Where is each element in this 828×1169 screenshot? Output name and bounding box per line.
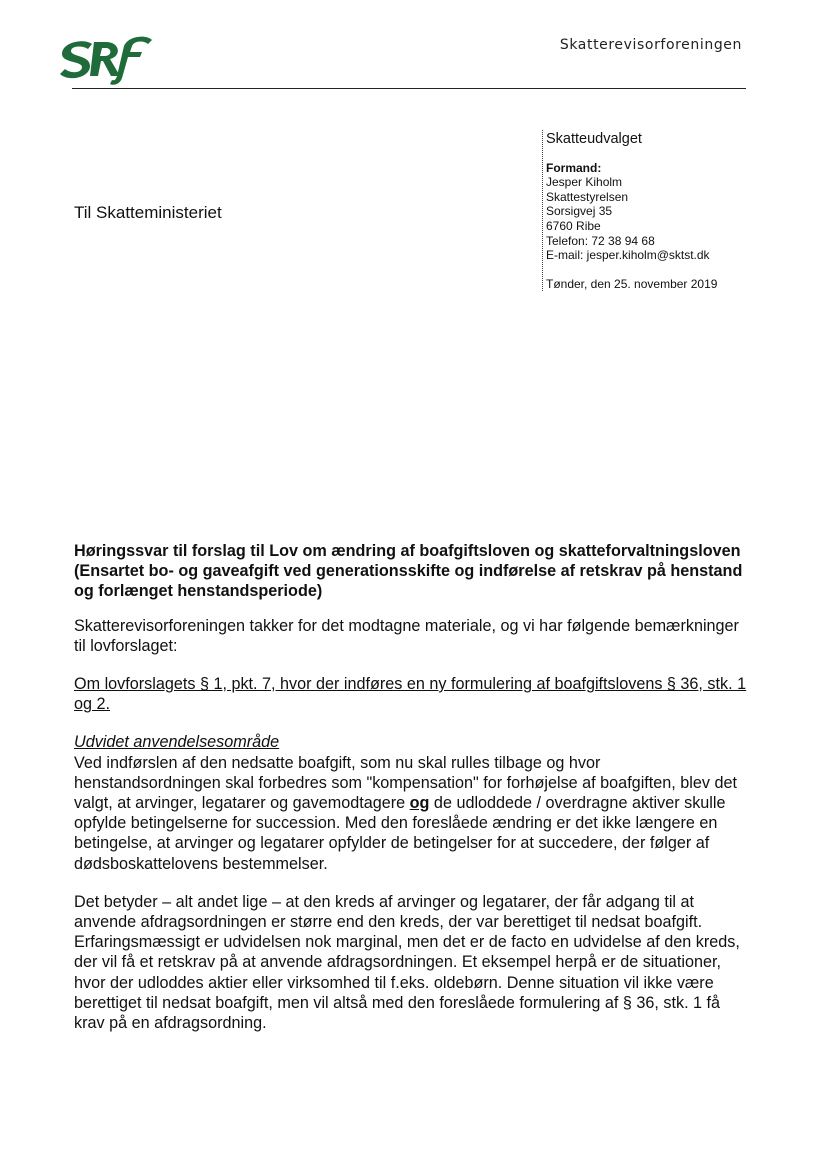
sender-phone: Telefon: 72 38 94 68	[546, 233, 655, 248]
sender-chair-label: Formand:	[546, 160, 602, 175]
letter-heading: Høringssvar til forslag til Lov om ændring af boafgiftsloven og skatteforvaltningsloven (Ensartet bo- og gaveafgift ved generationsskifte og indførelse af retskrav på henstand og forlænget henstandsperiode)	[74, 542, 743, 601]
header-divider	[72, 88, 746, 89]
srf-logo-icon	[58, 32, 154, 88]
sender-block	[542, 130, 786, 291]
sender-committee: Skatteudvalget	[546, 131, 642, 147]
sender-email: E-mail: jesper.kiholm@sktst.dk	[546, 248, 710, 263]
intro-paragraph: Skatterevisorforeningen takker for det modtagne materiale, og vi har følgende bemærkninger til lovforslaget:	[74, 616, 739, 655]
sender-name: Jesper Kiholm	[546, 175, 623, 190]
letter-date: Tønder, den 25. november 2019	[546, 276, 718, 291]
paragraph-1	[74, 753, 750, 874]
sender-city: 6760 Ribe	[546, 218, 601, 233]
sub-section-title: Udvidet anvendelsesområde	[74, 733, 280, 752]
paragraph-1-start: Ved indførslen af den nedsatte boafgift, som nu skal rulles tilbage og hvor henstandsordningen skal forbedres som "kompensation" for forhøjelse af boafgiften, blev det valgt, at arvinger, legatarer og gavemodtagere	[74, 753, 737, 813]
paragraph-1-end: de udloddede / overdragne aktiver skulle opfylde betingelserne for succession. Med den foreslåede ændring er det ikke længere en betingelse, at arvinger og legatarer opfylder de betingelser for at succedere, der følger af dødsboskattelovens bestemmelser.	[74, 794, 726, 873]
section-title: Om lovforslagets § 1, pkt. 7, hvor der indføres en ny formulering af boafgiftslovens § 36, stk. 1 og 2.	[74, 675, 747, 714]
organization-name: Skatterevisorforeningen	[559, 37, 742, 53]
paragraph-2: Det betyder – alt andet lige – at den kreds af arvinger og legatarer, der får adgang til at anvende afdragsordningen er større end den kreds, der var berettiget til nedsat boafgift. Erfaringsmæssigt er udvidelsen nok marginal, men det er de facto en udvidelse af den kreds, der vil få et retskrav på at anvende afdragsordningen. Et eksempel herpå er de situationer, hvor der udloddes aktier eller virksomhed til f.eks. oldebørn. Denne situation vil ikke være berettiget til nedsat boafgift, men vil altså med den foreslåede formulering af § 36, stk. 1 få krav på en afdragsordning.	[74, 892, 740, 1033]
letter-body	[74, 541, 750, 1051]
sender-employer: Skattestyrelsen	[546, 189, 629, 204]
addressee: Til Skatteministeriet	[74, 203, 222, 222]
sender-street: Sorsigvej 35	[546, 204, 613, 219]
emphasis-og: og	[409, 794, 430, 813]
